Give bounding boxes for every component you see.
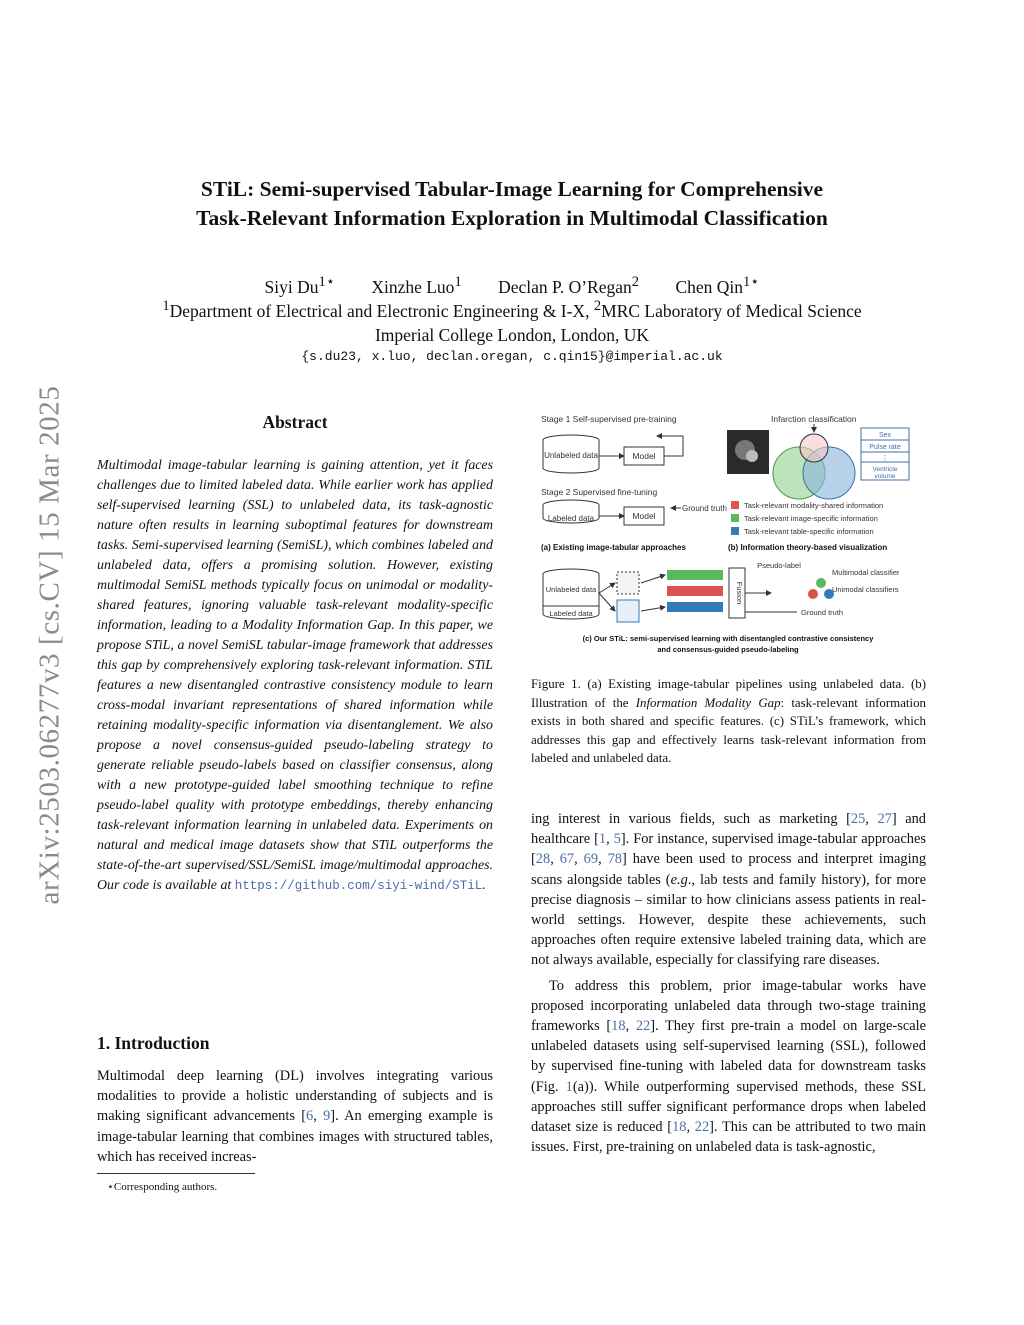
svg-text:Fusion: Fusion xyxy=(735,581,744,605)
author: Siyi $Du^{1⋆}$ xyxy=(264,274,335,297)
unimodal-classifiers-label: Unimodal classifiers xyxy=(832,585,899,594)
svg-text:volume: volume xyxy=(874,473,896,480)
paper-title xyxy=(110,175,914,233)
svg-text:⋮: ⋮ xyxy=(881,455,889,462)
citation-link[interactable]: 6 xyxy=(306,1108,314,1125)
footnote-rule xyxy=(97,1173,255,1174)
legend-image: Task-relevant image-specific information xyxy=(744,514,878,523)
citation-link[interactable]: 9 xyxy=(323,1108,331,1125)
pseudo-label: Pseudo-label xyxy=(757,561,801,570)
citation-link[interactable]: 1 xyxy=(598,831,607,848)
svg-text:Model: Model xyxy=(632,511,656,521)
svg-text:Labeled data: Labeled data xyxy=(549,609,593,618)
svg-text:Sex: Sex xyxy=(878,432,892,439)
image-specific-bar xyxy=(667,570,723,580)
intro-paragraph: Multimodal deep learning (DL) involves integrating various modalities to provide a holistic understanding of subjects and is making significant advancements [6, 9]. An emerging example is image-tabular learning that combines images with structured tables, which has received increas- xyxy=(97,1068,493,1165)
citation-link[interactable]: 67 xyxy=(559,851,575,868)
citation-link[interactable]: 22 xyxy=(694,1119,710,1136)
citation-link[interactable]: 78 xyxy=(607,851,622,868)
paragraph-2: To address this problem, prior image-tabular works have proposed incorporating unlabeled data through two-stage training frameworks [18, 22]. They first pre-train a model on large-scale unlabeled datasets using self-supervised learning (SSL), followed by supervised fine-tuning with labeled data for downstream tasks (Fig. 1(a)). While outperforming supervised methods, these SSL approaches still suffer significant performance drops when labeled dataset size is reduced [18, 22]. This can be attributed to two main issues. First, pre-training on unlabeled data is task-agnostic, xyxy=(531,977,927,1156)
legend-swatch-image xyxy=(731,514,739,522)
shared-bar xyxy=(667,586,723,596)
section-heading-introduction: 1. Introduction xyxy=(97,1033,210,1053)
author: Xinzhe Luo$^1$ xyxy=(371,274,462,297)
caption-c-line1: (c) Our STiL: semi-supervised learning with disentangled contrastive consistency xyxy=(582,634,874,643)
citation-link[interactable]: 28 xyxy=(535,851,551,868)
title-line-2: Task-Relevant Information Exploration in Multimodal Classification xyxy=(196,206,828,230)
svg-text:Ventricle: Ventricle xyxy=(872,466,898,473)
label-circle xyxy=(800,434,828,462)
legend-shared: Task-relevant modality-shared information xyxy=(744,501,884,510)
right-column-text xyxy=(531,809,926,1157)
unlabeled-data-label: Unlabeled data xyxy=(544,451,598,460)
multimodal-classifier-label: Multimodal classifier xyxy=(832,568,900,577)
title-line-1: STiL: Semi-supervised Tabular-Image Learning for Comprehensive xyxy=(200,177,824,201)
ground-truth-label: Ground truth xyxy=(682,504,727,513)
figure-1 xyxy=(531,408,926,660)
figure-1-diagram xyxy=(531,408,926,660)
svg-text:Ground truth: Ground truth xyxy=(801,608,844,617)
citation-link[interactable]: 27 xyxy=(877,811,892,827)
caption-c-line2: and consensus-guided pseudo-labeling xyxy=(657,645,799,654)
tabular-snippet xyxy=(861,428,909,480)
author: Declan P. O’Regan$^2$ xyxy=(498,274,640,297)
abstract-heading: Abstract xyxy=(262,412,328,432)
citation-link[interactable]: 18 xyxy=(672,1119,687,1136)
table-encoder-icon xyxy=(617,600,639,622)
svg-text:Unlabeled data: Unlabeled data xyxy=(545,585,597,594)
citation-link[interactable]: 18 xyxy=(611,1018,626,1035)
footnote: ⋆Corresponding authors. xyxy=(107,1181,218,1193)
svg-text:Model: Model xyxy=(632,451,656,461)
legend-table: Task-relevant table-specific information xyxy=(744,527,874,536)
code-link[interactable]: https://github.com/siyi-wind/STiL xyxy=(234,879,483,893)
author: Chen Qin$^{1⋆}$ xyxy=(675,274,760,297)
arxiv-sidebar xyxy=(30,350,70,940)
legend-swatch-table xyxy=(731,527,739,535)
labeled-data-label: Labeled data xyxy=(547,514,595,523)
arxiv-id: arXiv:2503.06277v3 [cs.CV] 15 Mar 2025 xyxy=(33,385,66,905)
legend-swatch-shared xyxy=(731,501,739,509)
svg-text:Pulse rate: Pulse rate xyxy=(869,444,901,451)
figure-ref-link[interactable]: 1 xyxy=(565,1078,573,1095)
table-specific-bar xyxy=(667,602,723,612)
abstract-text: Multimodal image-tabular learning is gaining attention, yet it faces challenges due to limited labeled data. While earlier work has applied self-supervised learning (SSL) to unlabeled data, its task-agnostic nature often results in learning suboptimal features for downstream tasks. Semi-supervised learning (SemiSL), which combines labeled and unlabeled data, offers a promising solution. However, existing multimodal SemiSL methods typically focus on unimodal or modality-shared features, ignoring valuable task-relevant modality-specific information, leading to a Modality Information Gap. In this paper, we propose STiL, a novel SemiSL tabular-image framework that addresses this gap by comprehensively exploring task-relevant information. STiL features a new disentangled contrastive consistency module to learn cross-modal invariant representations of shared information while retaining modality-specific information via disentanglement. We also propose a novel consensus-guided pseudo-labeling strategy to generate reliable pseudo-labels based on classifier consensus, along with a new prototype-guided label smoothing technique to refine pseudo-label quality with prototype embeddings, thereby enhancing task-relevant information learning in unlabeled data. Experiments on natural and medical image datasets show that STiL outperforms the state-of-the-art supervised/SSL/SemiSL image/multimodal approaches. Our code is available at https://github.com/siyi-wind/STiL. xyxy=(97,458,493,893)
citation-link[interactable]: 25 xyxy=(850,811,866,827)
citation-link[interactable]: 69 xyxy=(583,851,599,868)
citation-link[interactable]: 22 xyxy=(635,1018,651,1035)
stage1-label: Stage 1 Self-supervised pre-training xyxy=(541,414,677,424)
caption-b: (b) Information theory-based visualization xyxy=(728,543,888,552)
infarction-label: Infarction classification xyxy=(771,414,857,424)
figure-1-caption: Figure 1. (a) Existing image-tabular pipelines using unlabeled data. (b) Illustration of the Information Modality Gap: task-relevant information exists in both shared and specific features. (c) STiL’s framework, which addresses this gap and effectively learns task-relevant information from labeled and unlabeled data. xyxy=(531,677,926,765)
image-encoder-icon xyxy=(617,572,639,594)
citation-link[interactable]: 5 xyxy=(613,831,621,848)
stage2-label: Stage 2 Supervised fine-tuning xyxy=(541,487,658,497)
caption-a: (a) Existing image-tabular approaches xyxy=(541,543,686,552)
affiliation-line-2: Imperial College London, London, UK xyxy=(374,324,650,345)
affiliations: $^1$Department of Electrical and Electronic Engineering & I-X, $^2$MRC Laboratory of Medical Science Imperial College London, London, UK xyxy=(100,294,924,347)
paragraph-1: ing interest in various fields, such as marketing [25, 27] and healthcare [1, 5]. For instance, supervised image-tabular approaches [28, 67, 69, 78] have been used to process and interpret imaging scans alongside tables (e.g., lab tests and family history), for more precise diagnosis – similar to how clinicians assess patients in real-world settings. However, despite these achievements, such approaches often require extensive labeled training data, which are not always available, especially for classifying rare diseases. xyxy=(531,811,927,969)
author-emails: {s.du23, x.luo, declan.oregan, c.qin15}@imperial.ac.uk xyxy=(301,349,723,364)
